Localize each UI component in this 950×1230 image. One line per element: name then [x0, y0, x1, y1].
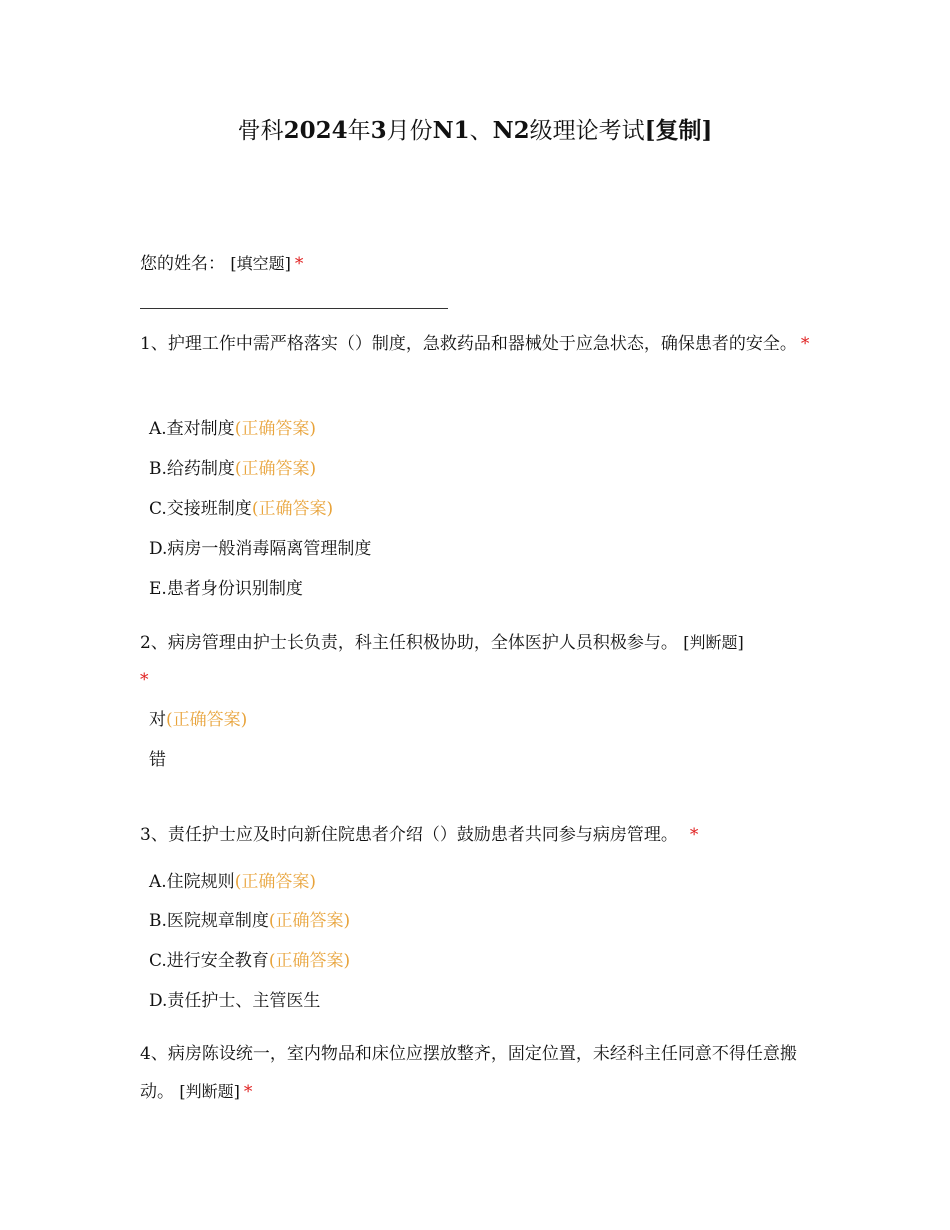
q3-option-d[interactable]: D.责任护士、主管医生	[149, 991, 321, 1011]
question-4: 4、病房陈设统一，室内物品和床位应摆放整齐，固定位置，未经科主任同意不得任意搬动。 [判断题] *	[140, 1044, 797, 1102]
q2-option-true[interactable]: 对(正确答案)	[149, 710, 248, 730]
q1-option-b[interactable]: B.给药制度(正确答案)	[149, 459, 317, 479]
q2-option-false[interactable]: 错	[149, 750, 166, 770]
q3-option-c[interactable]: C.进行安全教育(正确答案)	[149, 951, 351, 971]
name-answer-line[interactable]	[140, 308, 448, 309]
question-3: 3、责任护士应及时向新住院患者介绍（）鼓励患者共同参与病房管理。 *	[140, 825, 699, 845]
question-1: 1、护理工作中需严格落实（）制度，急救药品和器械处于应急状态，确保患者的安全。 *	[140, 334, 810, 354]
q1-option-e[interactable]: E.患者身份识别制度	[149, 579, 303, 599]
q3-option-a[interactable]: A.住院规则(正确答案)	[149, 872, 316, 892]
q1-option-c[interactable]: C.交接班制度(正确答案)	[149, 499, 334, 519]
q1-option-a[interactable]: A.查对制度(正确答案)	[149, 419, 316, 439]
name-question: 您的姓名： [填空题] *	[140, 254, 304, 274]
q1-option-d[interactable]: D.病房一般消毒隔离管理制度	[149, 539, 372, 559]
question-2: 2、病房管理由护士长负责，科主任积极协助，全体医护人员积极参与。 [判断题] *	[140, 633, 744, 690]
page-title: 骨科2024年3月份N1、N2级理论考试[复制]	[237, 117, 713, 144]
q3-option-b[interactable]: B.医院规章制度(正确答案)	[149, 911, 351, 931]
